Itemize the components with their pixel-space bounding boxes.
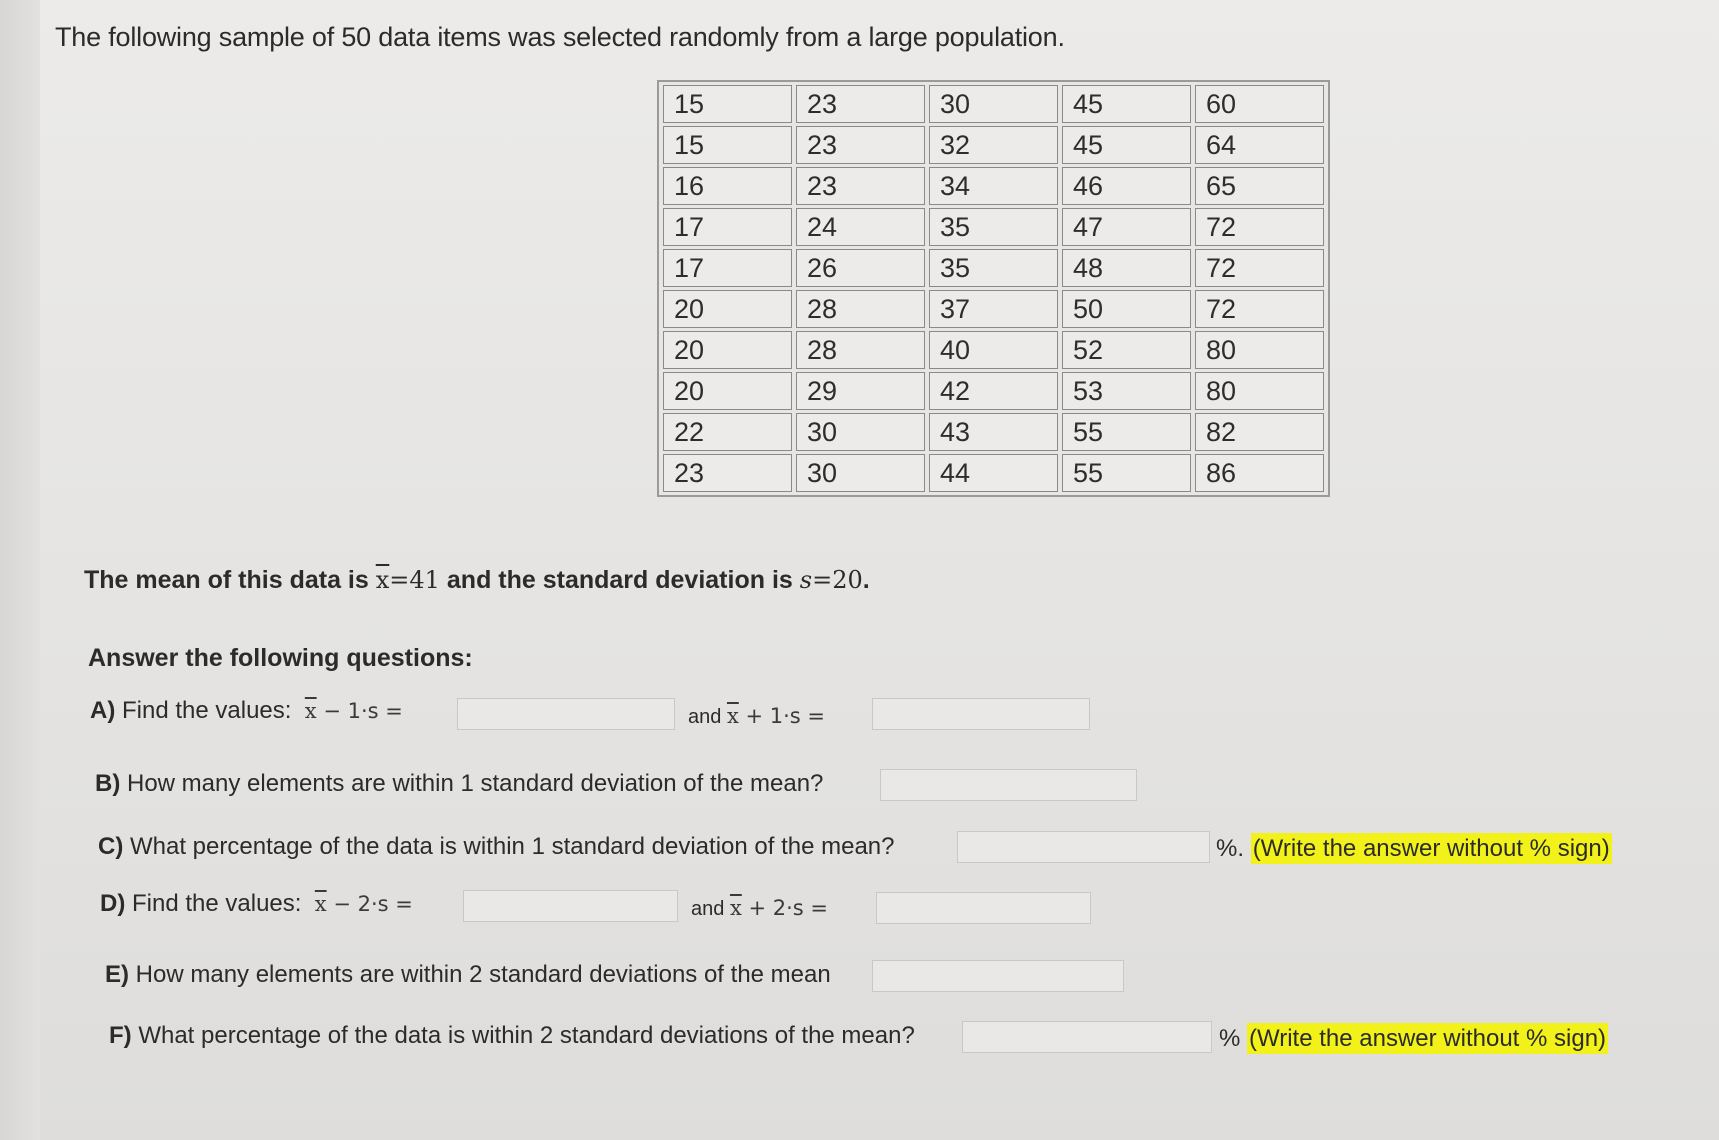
table-cell: 55 [1062,454,1191,492]
table-cell: 44 [929,454,1058,492]
table-row [663,331,1324,369]
table-cell: 53 [1062,372,1191,410]
table-cell: 23 [796,167,925,205]
left-margin-strip [0,0,40,1140]
table-cell: 32 [929,126,1058,164]
question-d-and [691,896,828,921]
table-cell: 47 [1062,208,1191,246]
answer-e-input[interactable] [872,960,1124,992]
answer-d-upper-input[interactable] [876,892,1091,924]
table-cell: 23 [663,454,792,492]
table-row [663,167,1324,205]
table-cell: 17 [663,208,792,246]
table-cell: 42 [929,372,1058,410]
table-cell: 72 [1195,290,1324,328]
sd-value: =20 [812,566,863,594]
answer-b-input[interactable] [880,769,1137,801]
table-cell: 48 [1062,249,1191,287]
question-f-letter: F) [109,1022,132,1049]
table-row [663,372,1324,410]
question-a [90,697,403,725]
question-f-suffix: % [1219,1025,1241,1052]
table-row [663,249,1324,287]
table-cell: 40 [929,331,1058,369]
question-c-letter: C) [98,833,124,860]
table-cell: 20 [663,331,792,369]
table-cell: 46 [1062,167,1191,205]
table-cell: 60 [1195,85,1324,123]
question-a-xbar-1: $\overline{x}$ [304,699,317,723]
table-cell: 24 [796,208,925,246]
table-row [663,208,1324,246]
table-cell: 65 [1195,167,1324,205]
question-b-text: How many elements are within 1 standard deviation of the mean? [127,770,824,797]
table-cell: 55 [1062,413,1191,451]
answer-d-lower-input[interactable] [463,890,678,922]
mean-symbol: $\overline{x}$ [375,566,390,594]
table-cell: 16 [663,167,792,205]
table-cell: 50 [1062,290,1191,328]
question-a-xbar-2: $\overline{x}$ [726,704,739,728]
question-b [95,770,823,798]
table-cell: 72 [1195,208,1324,246]
question-c-highlight: (Write the answer without % sign) [1252,835,1610,862]
table-cell: 80 [1195,331,1324,369]
question-d-expr2 [730,896,828,920]
table-cell: 20 [663,290,792,328]
question-c-suffix: %. [1216,835,1245,862]
answer-f-input[interactable] [962,1021,1212,1053]
table-cell: 23 [796,85,925,123]
question-a-expr2-rest: + 1·s = [745,704,825,728]
table-cell: 29 [796,372,925,410]
question-a-and-text: and [688,706,722,728]
question-a-expr2 [727,704,825,728]
answer-a-upper-input[interactable] [872,698,1090,730]
stats-mean [376,566,440,594]
table-cell: 45 [1062,85,1191,123]
table-cell: 35 [929,249,1058,287]
stats-sd [800,566,863,594]
question-f [109,1022,915,1050]
table-cell: 72 [1195,249,1324,287]
question-d [100,890,413,918]
table-cell: 43 [929,413,1058,451]
sd-symbol: s [799,566,813,594]
table-cell: 34 [929,167,1058,205]
intro-text: The following sample of 50 data items was selected randomly from a large population. [55,22,1065,52]
table-cell: 30 [929,85,1058,123]
stats-prefix: The mean of this data is [84,566,369,594]
table-cell: 26 [796,249,925,287]
table-row [663,85,1324,123]
question-a-text: Find the values: [122,697,292,724]
table-row [663,290,1324,328]
table-cell: 15 [663,126,792,164]
table-cell: 20 [663,372,792,410]
table-cell: 35 [929,208,1058,246]
stats-sentence [84,566,870,595]
table-cell: 64 [1195,126,1324,164]
question-c-text: What percentage of the data is within 1 standard deviation of the mean? [130,833,895,860]
answer-a-lower-input[interactable] [457,698,675,730]
question-d-xbar-1: $\overline{x}$ [314,892,327,916]
table-row [663,454,1324,492]
table-cell: 86 [1195,454,1324,492]
data-table-body [663,85,1324,492]
question-b-letter: B) [95,770,121,797]
question-d-letter: D) [100,890,126,917]
question-d-text: Find the values: [132,890,302,917]
question-f-highlight: (Write the answer without % sign) [1249,1025,1607,1052]
table-cell: 37 [929,290,1058,328]
question-d-xbar-2: $\overline{x}$ [729,896,742,920]
answer-c-input[interactable] [957,831,1210,863]
question-d-expr1 [308,892,413,916]
table-cell: 23 [796,126,925,164]
table-cell: 82 [1195,413,1324,451]
question-f-hint [1219,1025,1608,1053]
table-cell: 28 [796,290,925,328]
table-cell: 52 [1062,331,1191,369]
table-cell: 80 [1195,372,1324,410]
table-cell: 28 [796,331,925,369]
stats-middle: and the standard deviation is [446,566,793,594]
question-e-text: How many elements are within 2 standard deviations of the mean [135,961,831,988]
question-e [105,961,831,989]
mean-value: =41 [389,566,440,594]
question-c-hint [1216,835,1612,863]
question-a-expr1-rest: − 1·s = [323,699,403,723]
data-table [657,80,1330,497]
questions-heading: Answer the following questions: [88,644,473,672]
question-a-expr1 [298,699,403,723]
question-a-and [688,704,825,729]
table-row [663,126,1324,164]
table-cell: 30 [796,454,925,492]
question-f-text: What percentage of the data is within 2 standard deviations of the mean? [138,1022,915,1049]
table-cell: 15 [663,85,792,123]
question-e-letter: E) [105,961,129,988]
table-row [663,413,1324,451]
table-cell: 45 [1062,126,1191,164]
table-cell: 30 [796,413,925,451]
table-cell: 17 [663,249,792,287]
question-c [98,833,894,861]
question-a-letter: A) [90,697,116,724]
question-d-expr1-rest: − 2·s = [333,892,413,916]
question-d-and-text: and [691,898,725,920]
question-d-expr2-rest: + 2·s = [748,896,828,920]
stats-end: . [862,566,870,594]
table-cell: 22 [663,413,792,451]
